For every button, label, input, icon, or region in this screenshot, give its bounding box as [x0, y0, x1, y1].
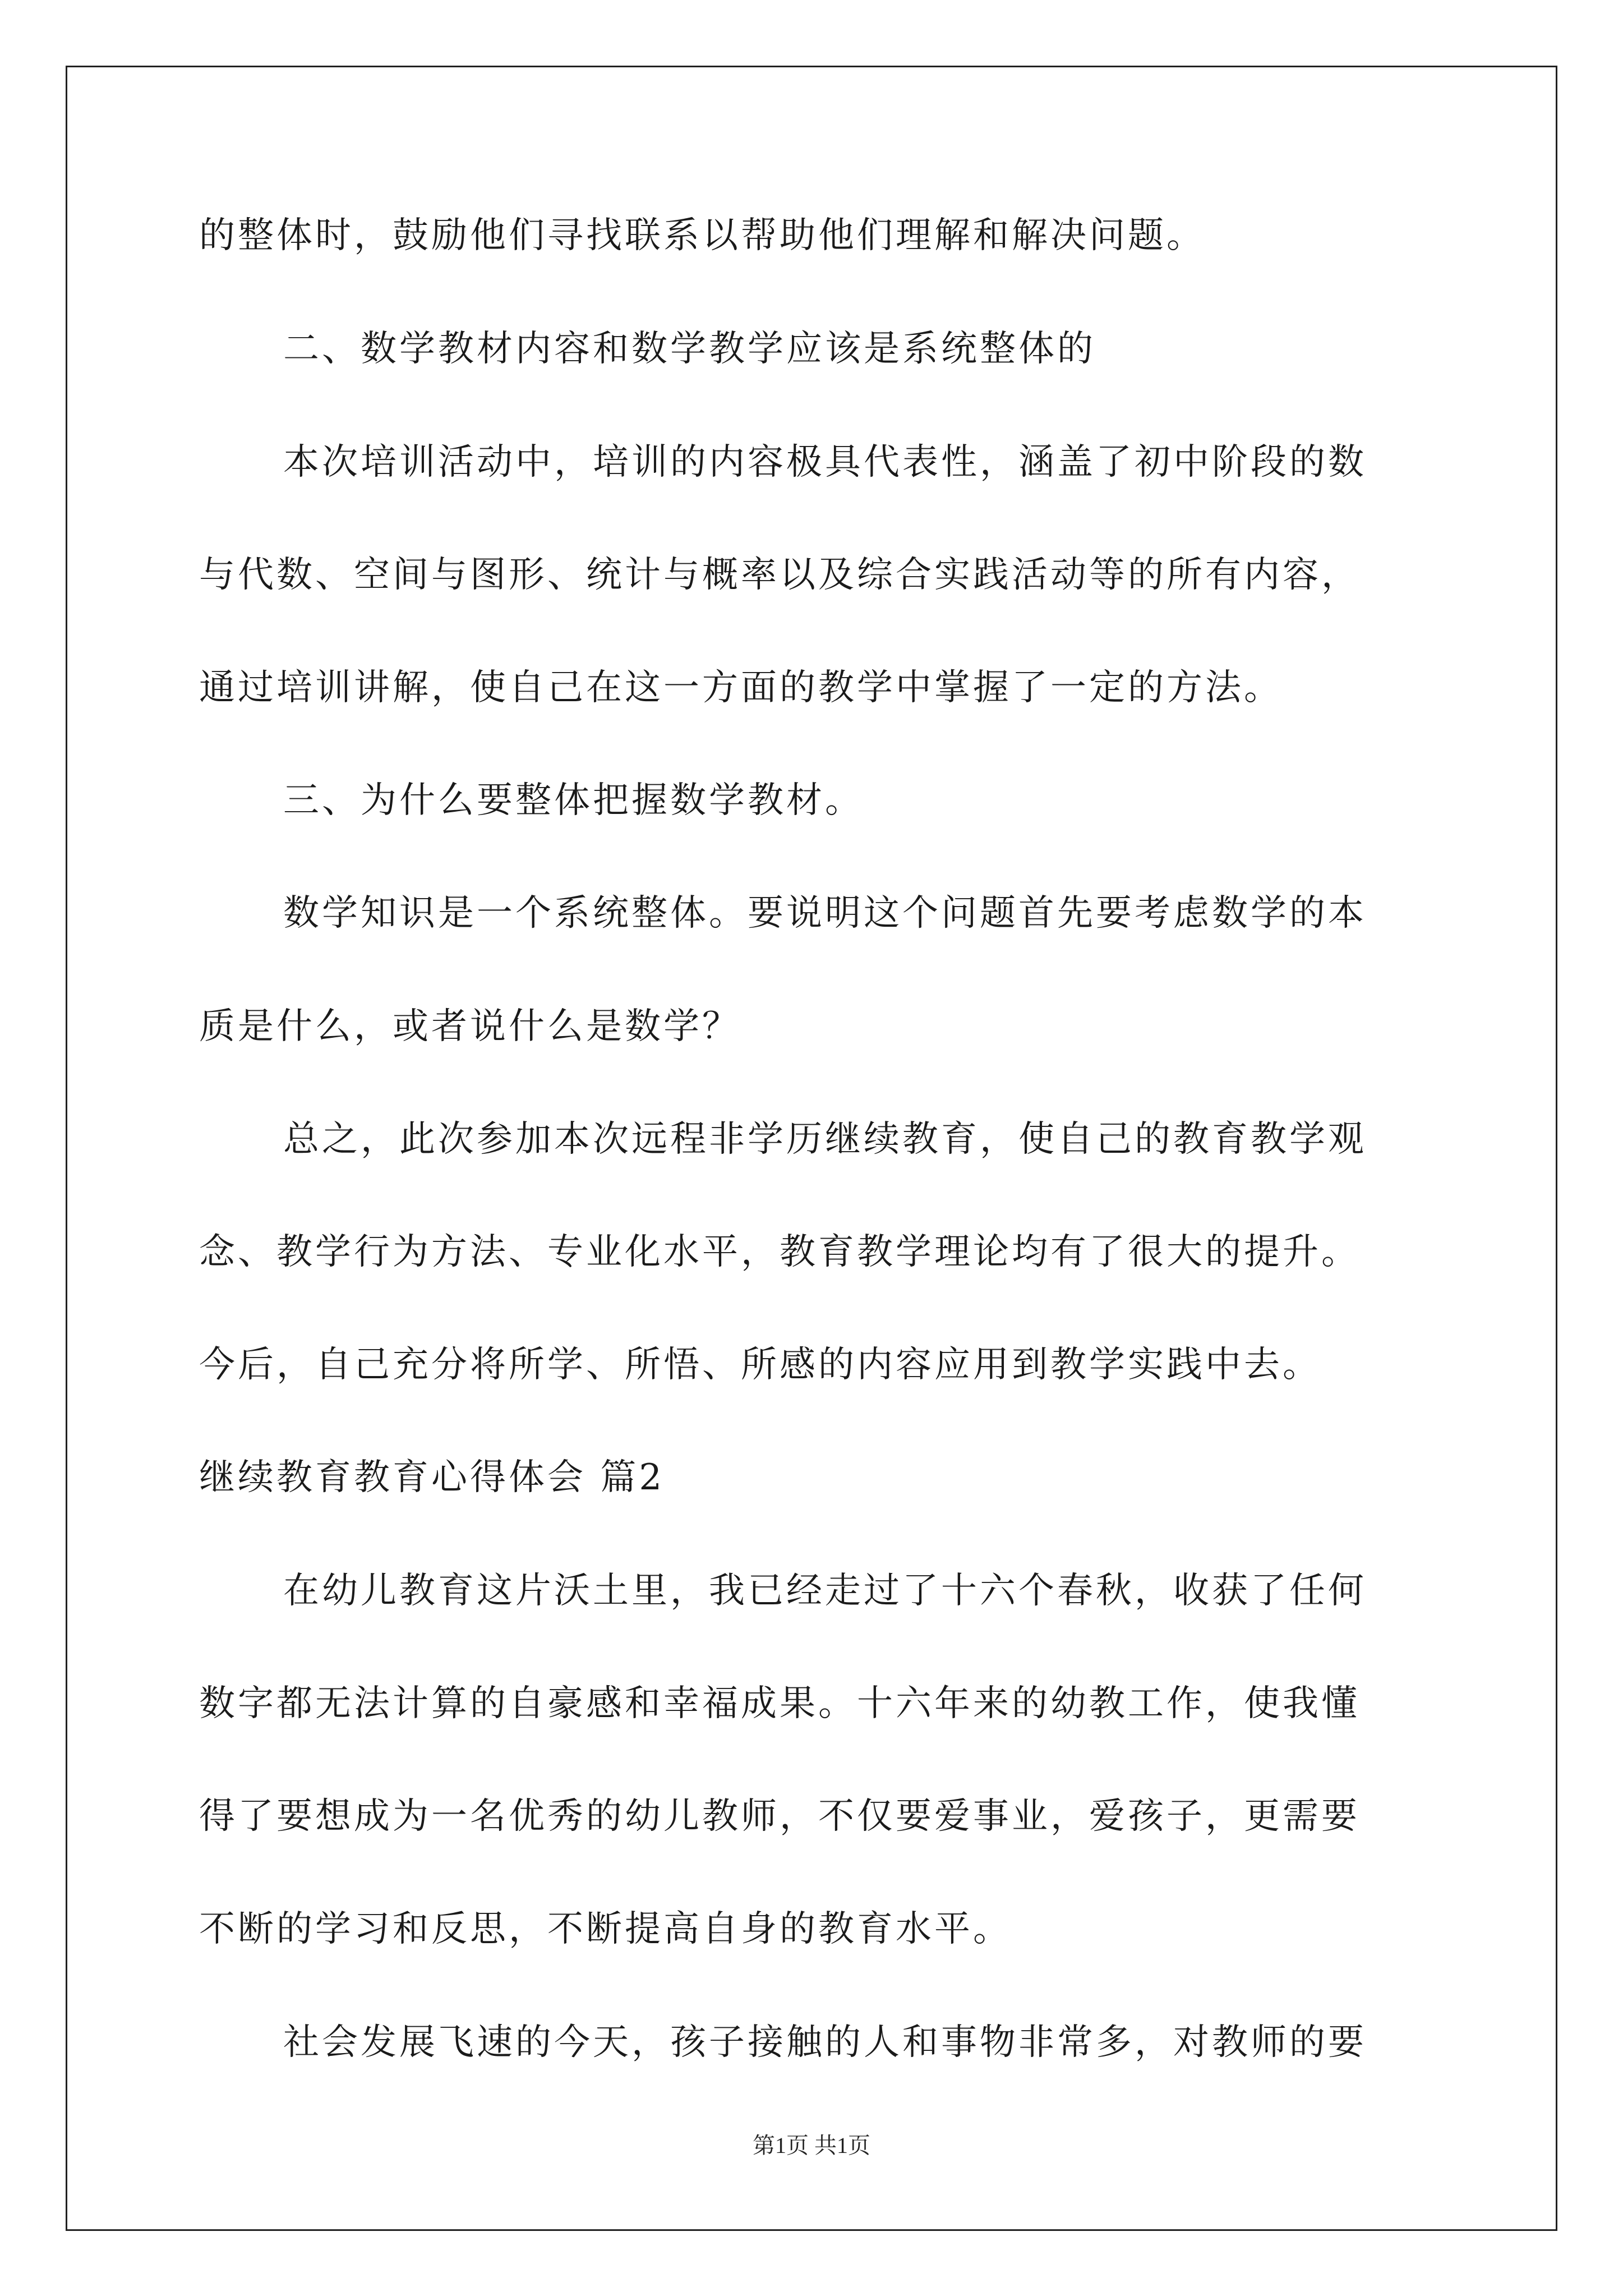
page-number-footer: 第1页 共1页 [753, 2133, 870, 2158]
text-line-1: 的整体时，鼓励他们寻找联系以帮助他们理解和解决问题。 [199, 215, 1205, 256]
text-line-3: 本次培训活动中，培训的内容极具代表性，涵盖了初中阶段的数 [283, 441, 1367, 483]
text-line-15: 得了要想成为一名优秀的幼儿教师，不仅要爱事业，爱孩子，更需要 [199, 1796, 1360, 1837]
text-line-16: 不断的学习和反思，不断提高自身的教育水平。 [199, 1908, 1012, 1950]
text-line-9: 总之，此次参加本次远程非学历继续教育，使自己的教育教学观 [283, 1119, 1367, 1160]
text-line-13: 在幼儿教育这片沃土里，我已经走过了十六个春秋，收获了任何 [283, 1570, 1367, 1612]
text-line-10: 念、教学行为方法、专业化水平，教育教学理论均有了很大的提升。 [199, 1231, 1360, 1273]
article-title: 继续教育教育心得体会 篇2 [199, 1457, 665, 1498]
section-heading-3: 三、为什么要整体把握数学教材。 [283, 780, 864, 821]
text-line-7: 数学知识是一个系统整体。要说明这个问题首先要考虑数学的本 [283, 892, 1367, 934]
text-line-17: 社会发展飞速的今天，孩子接触的人和事物非常多，对教师的要 [283, 2022, 1367, 2063]
text-line-4: 与代数、空间与图形、统计与概率以及综合实践活动等的所有内容， [199, 554, 1360, 596]
text-line-14: 数字都无法计算的自豪感和幸福成果。十六年来的幼教工作，使我懂 [199, 1683, 1360, 1724]
text-line-8: 质是什么，或者说什么是数学？ [199, 1006, 741, 1047]
section-heading-2: 二、数学教材内容和数学教学应该是系统整体的 [283, 328, 1096, 370]
text-line-5: 通过培训讲解，使自己在这一方面的教学中掌握了一定的方法。 [199, 667, 1283, 708]
text-line-11: 今后，自己充分将所学、所悟、所感的内容应用到教学实践中去。 [199, 1344, 1321, 1386]
